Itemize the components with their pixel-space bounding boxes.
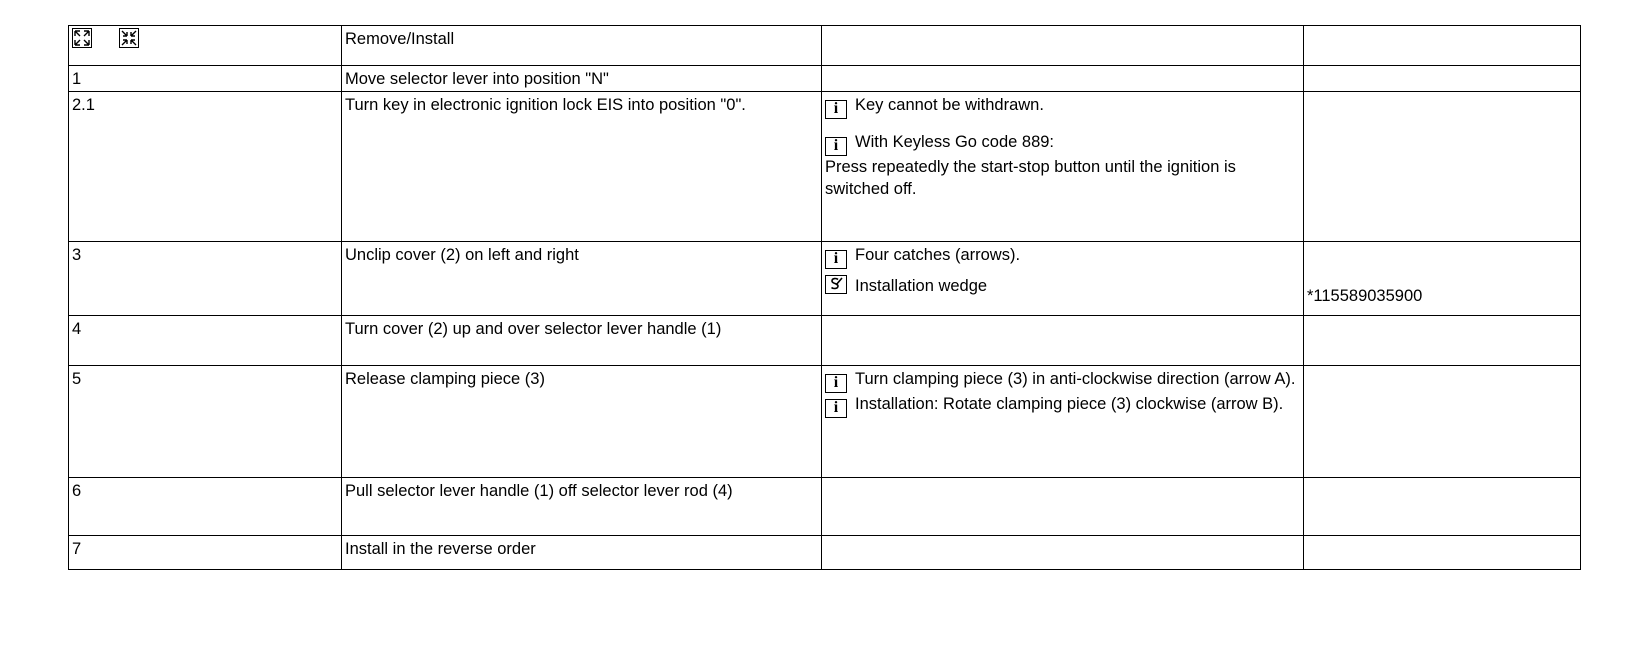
info-icon: i [825, 399, 847, 418]
procedure-table [68, 25, 1581, 570]
note [825, 275, 1300, 297]
note [825, 368, 1300, 393]
info-icon: i [825, 137, 847, 156]
step-action: Install in the reverse order [342, 536, 822, 570]
note [825, 393, 1300, 418]
header-icons-cell [69, 26, 342, 66]
step-action: Turn cover (2) up and over selector lever handle (1) [342, 316, 822, 366]
part-number: *115589035900 [1307, 287, 1423, 305]
note-text: Turn clamping piece (3) in anti-clockwise direction (arrow A). [855, 370, 1296, 388]
expand-icon[interactable] [72, 28, 92, 48]
note [825, 244, 1300, 269]
step-number: 4 [69, 316, 342, 366]
info-icon: i [825, 250, 847, 269]
note-text: Four catches (arrows). [855, 246, 1021, 264]
table-row [69, 242, 1581, 316]
notes-cell [822, 316, 1304, 366]
table-row [69, 478, 1581, 536]
header-empty-cell [1304, 26, 1581, 66]
step-number: 2.1 [69, 92, 342, 242]
table-row [69, 66, 1581, 92]
step-action: Move selector lever into position "N" [342, 66, 822, 92]
part-number-cell [1304, 536, 1581, 570]
info-icon: i [825, 100, 847, 119]
step-action: Unclip cover (2) on left and right [342, 242, 822, 316]
header-empty-cell [822, 26, 1304, 66]
step-number: 7 [69, 536, 342, 570]
step-action: Release clamping piece (3) [342, 366, 822, 478]
table-row [69, 316, 1581, 366]
table-row [69, 366, 1581, 478]
tool-icon [825, 275, 847, 294]
note-text: With Keyless Go code 889: [855, 133, 1055, 151]
step-action: Turn key in electronic ignition lock EIS into position "0". [342, 92, 822, 242]
table-row [69, 92, 1581, 242]
collapse-icon[interactable] [119, 28, 139, 48]
notes-cell [822, 536, 1304, 570]
step-number: 3 [69, 242, 342, 316]
notes-cell [822, 66, 1304, 92]
table-row [69, 536, 1581, 570]
step-number: 1 [69, 66, 342, 92]
part-number-cell [1304, 66, 1581, 92]
header-title: Remove/Install [342, 26, 822, 66]
note [825, 94, 1300, 119]
part-number-cell [1304, 92, 1581, 242]
notes-cell [822, 366, 1304, 478]
note-text: Installation wedge [855, 277, 988, 295]
info-icon: i [825, 374, 847, 393]
step-number: 6 [69, 478, 342, 536]
note [825, 131, 1300, 156]
step-number: 5 [69, 366, 342, 478]
part-number-cell [1304, 242, 1581, 316]
note-text: Key cannot be withdrawn. [855, 96, 1044, 114]
part-number-cell [1304, 366, 1581, 478]
notes-cell [822, 242, 1304, 316]
note-text: Installation: Rotate clamping piece (3) clockwise (arrow B). [855, 395, 1284, 413]
notes-cell [822, 478, 1304, 536]
note-continuation: Press repeatedly the start-stop button until the ignition is switched off. [825, 158, 1236, 198]
notes-cell [822, 92, 1304, 242]
step-action: Pull selector lever handle (1) off selector lever rod (4) [342, 478, 822, 536]
part-number-cell [1304, 316, 1581, 366]
part-number-cell [1304, 478, 1581, 536]
table-header-row [69, 26, 1581, 66]
